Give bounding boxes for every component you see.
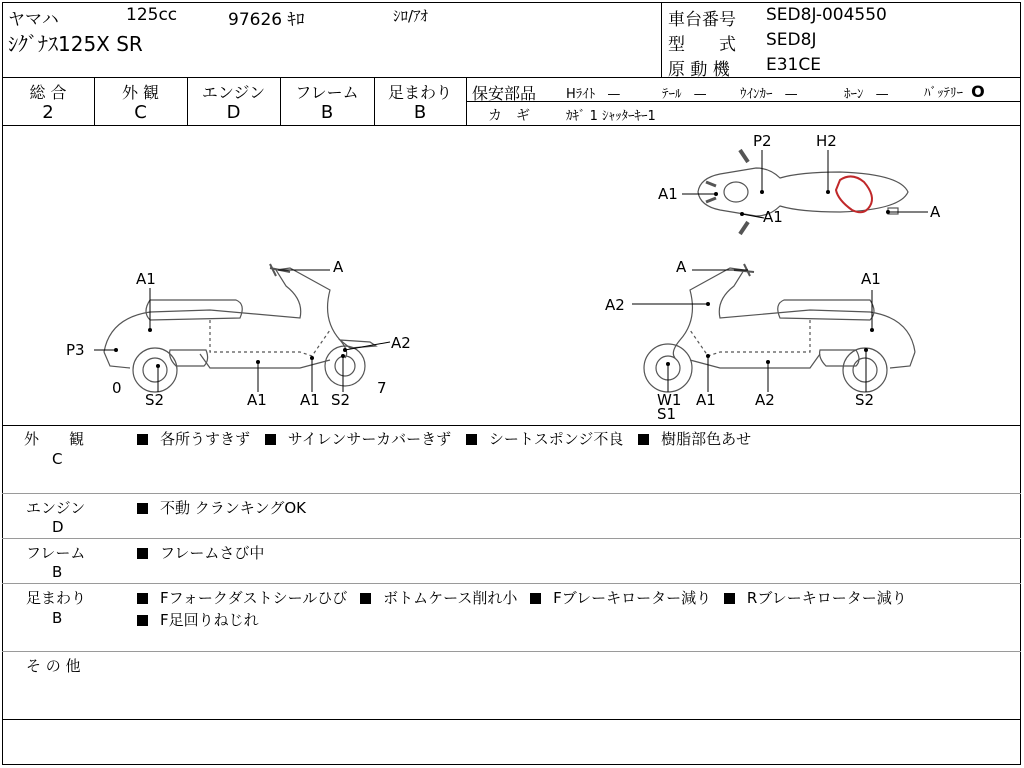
diag-top-A1-bottom: A1 <box>763 208 783 226</box>
frame-no-label: 車台番号 <box>668 10 736 30</box>
diag-right-W1: W1 <box>657 391 682 409</box>
diag-left-S2-front: S2 <box>331 391 351 409</box>
bullet-icon <box>137 615 148 626</box>
section-frame-grade: B <box>52 563 63 581</box>
model-name: ｼｸﾞﾅｽ125X SR <box>8 32 143 56</box>
top-view-body <box>698 168 908 216</box>
grade-value-total: 2 <box>42 102 54 123</box>
diag-right-A1-floor: A1 <box>696 391 716 409</box>
section-engine-notes: 不動 クランキングOK <box>137 497 306 518</box>
type-value: SED8J <box>766 30 817 50</box>
diag-top-A1-left: A1 <box>658 185 678 203</box>
grade-value-suspension: B <box>413 102 427 123</box>
key-label: カ ギ <box>488 108 530 124</box>
color: ｼﾛ/ｱｵ <box>393 7 429 25</box>
engine-value: E31CE <box>766 55 821 75</box>
diag-top-A: A <box>930 203 941 221</box>
section-exterior-label: 外 観 <box>24 430 85 448</box>
engine-label: 原 動 機 <box>668 60 730 80</box>
safety-tail: ﾃｰﾙ — <box>662 87 707 102</box>
diag-right-S1: S1 <box>657 405 677 423</box>
diag-left-0: 0 <box>112 379 122 397</box>
diag-right-S2: S2 <box>855 391 875 409</box>
type-label: 型 式 <box>668 35 736 55</box>
diag-left-7: 7 <box>377 379 387 397</box>
bullet-icon <box>466 434 477 445</box>
diag-right-A2-top: A2 <box>605 296 625 314</box>
safety-winker: ｳｲﾝｶｰ — <box>740 87 798 102</box>
diag-top-H2: H2 <box>816 132 837 150</box>
divider-diagram <box>2 425 1021 426</box>
displacement: 125cc <box>126 5 178 25</box>
bullet-icon <box>137 434 148 445</box>
section-suspension-grade: B <box>52 609 63 627</box>
safety-headlight: Hﾗｲﾄ — <box>566 87 621 102</box>
diag-left-A: A <box>333 258 344 276</box>
diag-right-A2-floor: A2 <box>755 391 775 409</box>
divider-engine <box>2 538 1021 539</box>
bullet-icon <box>360 593 371 604</box>
grade-value-exterior: C <box>134 102 147 123</box>
bullet-icon <box>638 434 649 445</box>
bullet-icon <box>137 593 148 604</box>
diag-left-A2: A2 <box>391 334 411 352</box>
diag-top-P2: P2 <box>753 132 772 150</box>
section-frame-notes: フレームさび中 <box>137 542 264 563</box>
grade-value-engine: D <box>226 102 241 123</box>
bullet-icon <box>137 548 148 559</box>
section-engine-label: エンジン <box>26 499 86 517</box>
diag-left-A1-floor: A1 <box>247 391 267 409</box>
safety-horn: ﾎｰﾝ — <box>844 87 889 102</box>
diag-right-A1-seat: A1 <box>861 270 881 288</box>
divider-suspension <box>2 651 1021 652</box>
grade-label-total: 総 合 <box>29 83 67 102</box>
bullet-icon <box>265 434 276 445</box>
diag-right-A: A <box>676 258 687 276</box>
bullet-icon <box>530 593 541 604</box>
section-suspension-label: 足まわり <box>26 589 87 607</box>
diag-left-S2-rear: S2 <box>145 391 165 409</box>
section-engine-grade: D <box>52 518 64 536</box>
section-suspension-notes: Fフォークダストシールひび ボトムケース削れ小 Fブレーキローター減り Rブレーキローター減り <box>137 587 907 608</box>
key-value: ｶｷﾞ 1 ｼｬｯﾀｰｷｰ1 <box>566 109 656 124</box>
damage-circle <box>836 176 872 212</box>
diag-left-A1-seat: A1 <box>136 270 156 288</box>
maker: ヤマハ <box>8 10 59 30</box>
bullet-icon <box>137 503 148 514</box>
divider-frame <box>2 583 1021 584</box>
divider-other <box>2 719 1021 720</box>
section-exterior-grade: C <box>52 450 63 468</box>
frame-no: SED8J-004550 <box>766 5 887 25</box>
grade-label-exterior: 外 観 <box>121 83 160 102</box>
diag-left-P3: P3 <box>66 341 85 359</box>
mileage: 97626 ｷﾛ <box>228 10 305 30</box>
section-suspension-notes-2: F足回りねじれ <box>137 609 259 630</box>
safety-battery: ﾊﾞｯﾃﾘｰ O <box>924 82 985 101</box>
grade-value-frame: B <box>320 102 334 123</box>
divider-exterior <box>2 493 1021 494</box>
section-frame-label: フレーム <box>26 544 86 562</box>
grade-label-frame: フレーム <box>295 83 359 102</box>
safety-label: 保安部品 <box>472 84 537 103</box>
grade-label-engine: エンジン <box>201 83 266 102</box>
diag-left-A1-front: A1 <box>300 391 320 409</box>
bullet-icon <box>724 593 735 604</box>
section-exterior-notes: 各所うすきず サイレンサーカバーきず シートスポンジ不良 樹脂部色あせ <box>137 428 751 449</box>
grade-label-suspension: 足まわり <box>387 83 452 102</box>
section-other-label: そ の 他 <box>26 657 81 675</box>
